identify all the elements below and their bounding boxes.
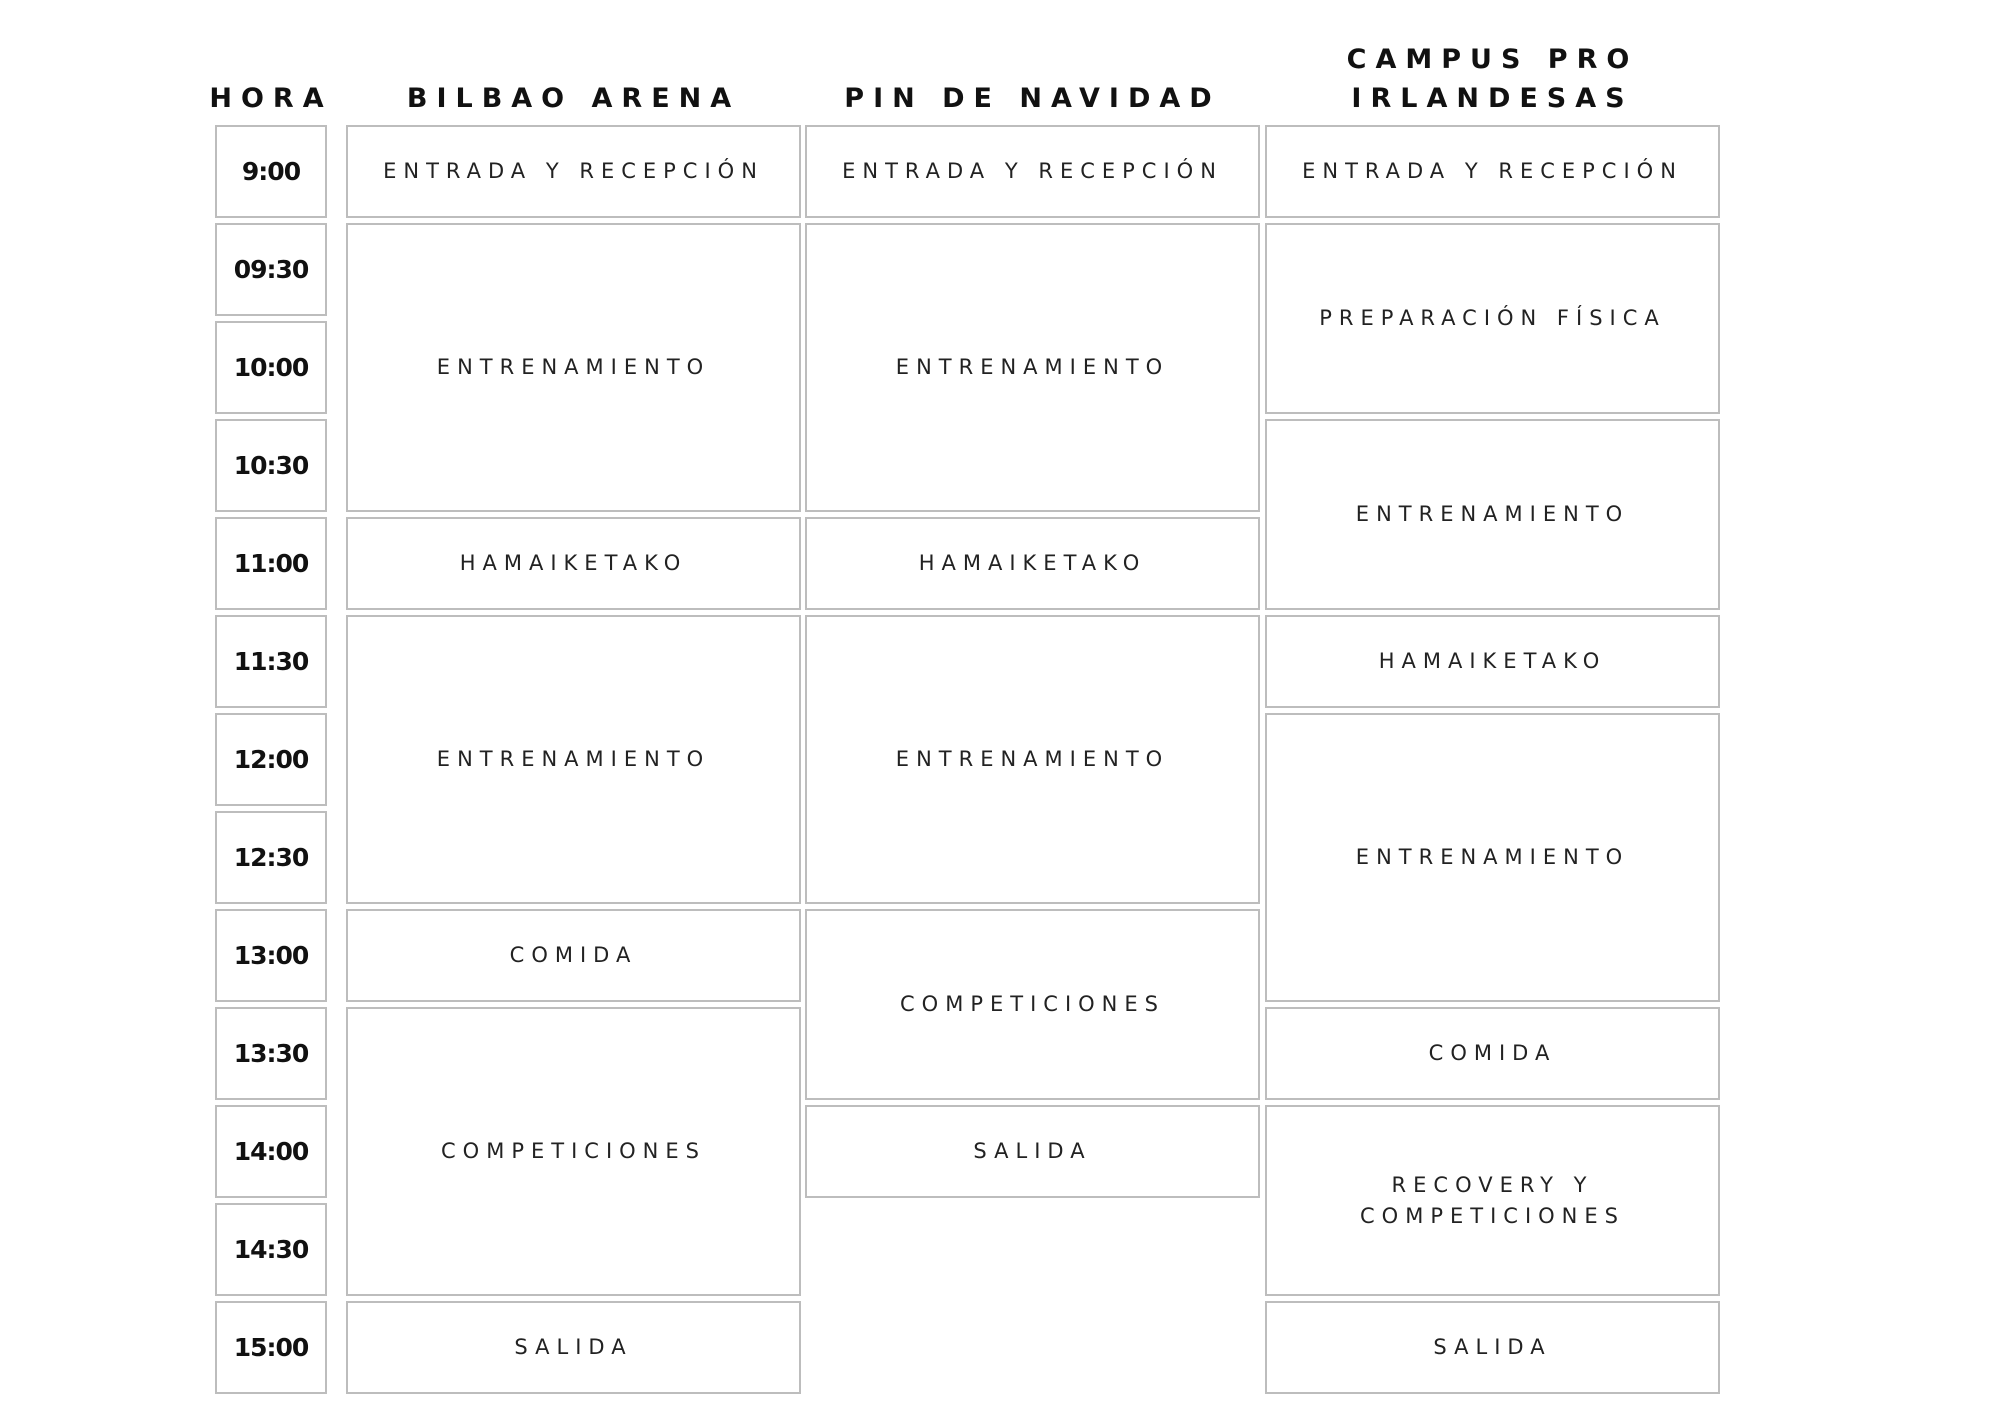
pin-activity-competiciones: COMPETICIONES [805,909,1260,1100]
time-slot: 13:00 [215,909,327,1002]
bilbao-arena-header: BILBAO ARENA [406,83,741,114]
bilbao-activity-entrenamiento-1: ENTRENAMIENTO [346,223,801,512]
pin-de-navidad-header: PIN DE NAVIDAD [844,83,1221,114]
time-slot: 14:00 [215,1105,327,1198]
bilbao-activity-comida: COMIDA [346,909,801,1002]
campus-activity-salida: SALIDA [1265,1301,1720,1394]
campus-activity-recovery-competiciones: RECOVERY Y COMPETICIONES [1265,1105,1720,1296]
pin-activity-entrenamiento-2: ENTRENAMIENTO [805,615,1260,904]
time-slot: 15:00 [215,1301,327,1394]
pin-activity-entrada: ENTRADA Y RECEPCIÓN [805,125,1260,218]
time-slot: 10:00 [215,321,327,414]
campus-pro-header: CAMPUS PRO IRLANDESAS [1346,44,1639,114]
campus-activity-entrenamiento-1: ENTRENAMIENTO [1265,419,1720,610]
time-slot: 09:30 [215,223,327,316]
time-slot: 11:00 [215,517,327,610]
pin-activity-hamaiketako: HAMAIKETAKO [805,517,1260,610]
hora-header: HORA [209,83,333,114]
campus-activity-preparacion-fisica: PREPARACIÓN FÍSICA [1265,223,1720,414]
time-slot: 11:30 [215,615,327,708]
bilbao-activity-competiciones: COMPETICIONES [346,1007,801,1296]
time-slot: 14:30 [215,1203,327,1296]
bilbao-activity-entrenamiento-2: ENTRENAMIENTO [346,615,801,904]
time-slot: 10:30 [215,419,327,512]
campus-activity-entrenamiento-2: ENTRENAMIENTO [1265,713,1720,1002]
pin-activity-entrenamiento-1: ENTRENAMIENTO [805,223,1260,512]
pin-activity-salida: SALIDA [805,1105,1260,1198]
time-slot: 12:30 [215,811,327,904]
campus-activity-comida: COMIDA [1265,1007,1720,1100]
bilbao-activity-hamaiketako: HAMAIKETAKO [346,517,801,610]
bilbao-activity-entrada: ENTRADA Y RECEPCIÓN [346,125,801,218]
time-slot: 12:00 [215,713,327,806]
campus-activity-entrada: ENTRADA Y RECEPCIÓN [1265,125,1720,218]
bilbao-activity-salida: SALIDA [346,1301,801,1394]
time-slot: 9:00 [215,125,327,218]
time-slot: 13:30 [215,1007,327,1100]
campus-activity-hamaiketako: HAMAIKETAKO [1265,615,1720,708]
